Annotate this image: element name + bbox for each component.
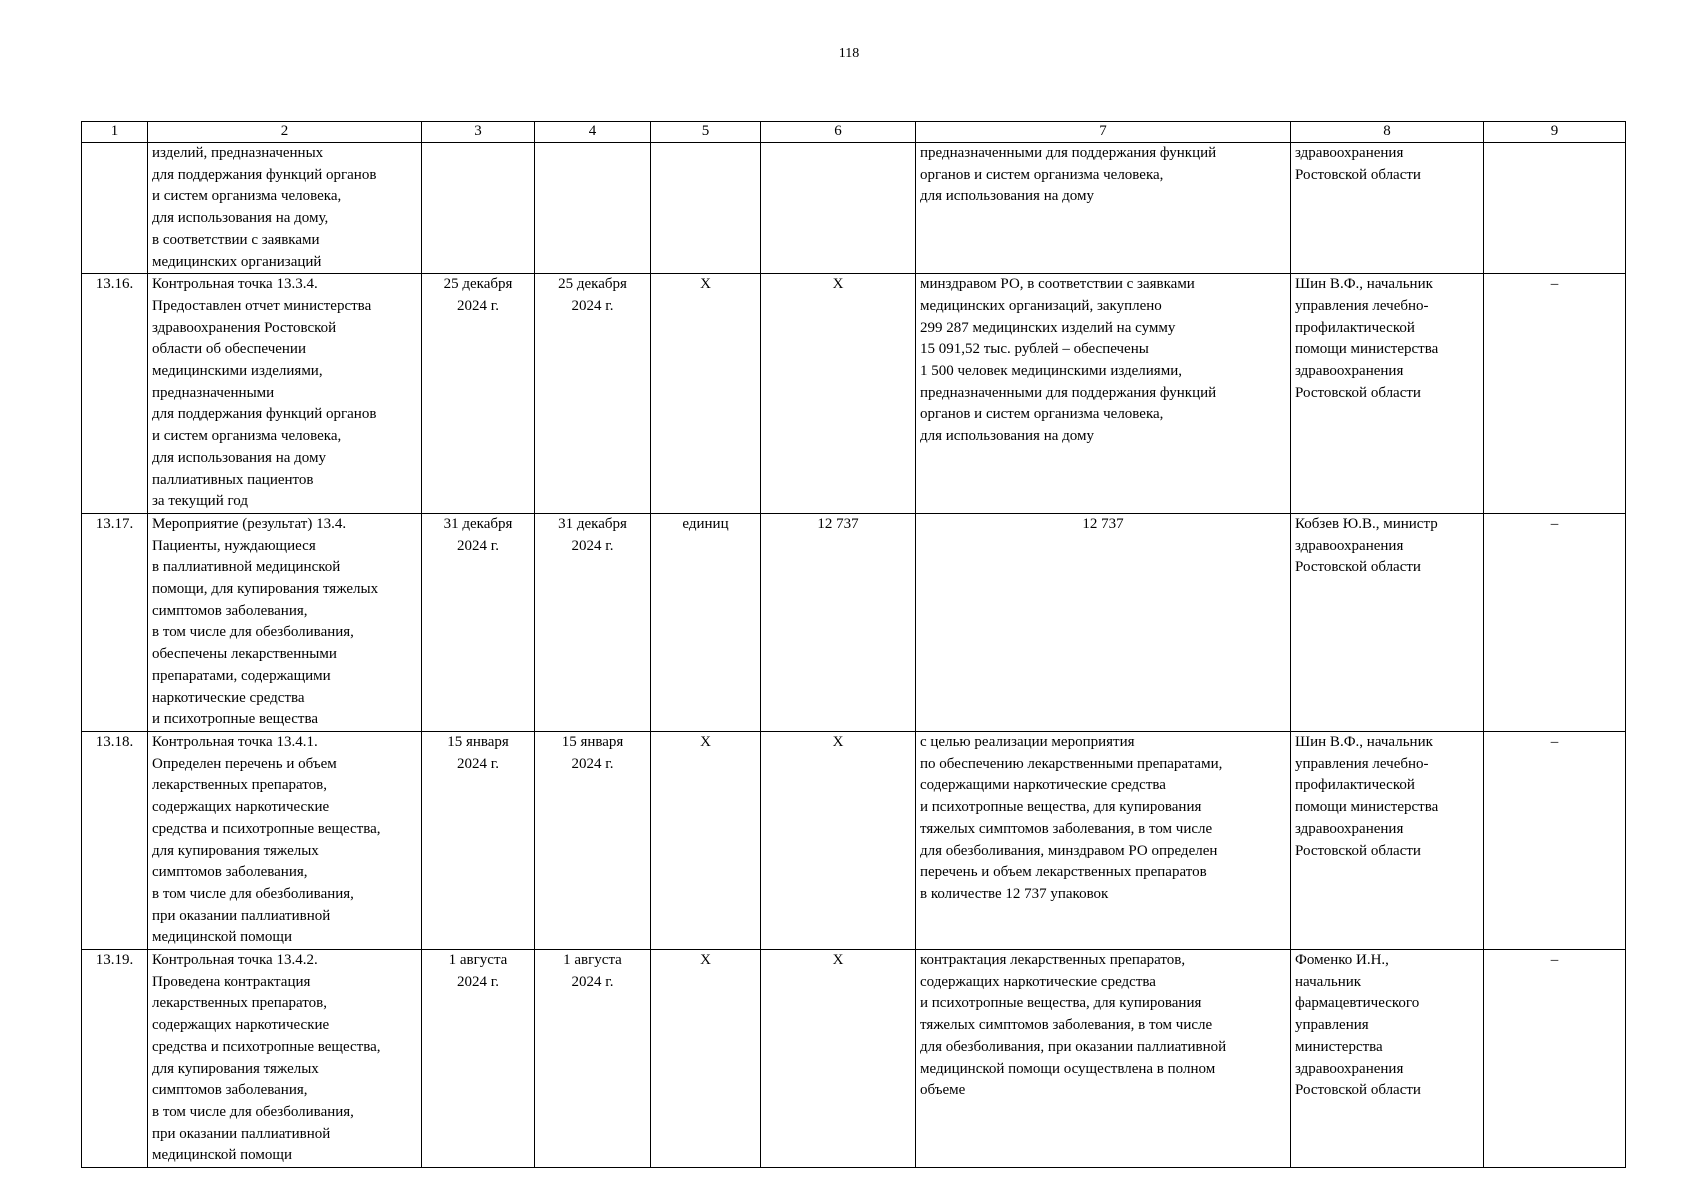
row-responsible: Шин В.Ф., начальник управления лечебно- профилактической помощи министерства здравоохранения Ростовской области [1291,731,1484,949]
row-description: Контрольная точка 13.3.4. Предоставлен отчет министерства здравоохранения Ростовской области об обеспечении медицинскими изделиями, предназначенными для поддержания функций органов и систем организма человека, для использования на дому паллиативных пациентов за текущий год [148,274,422,514]
row-result: контрактация лекарственных препаратов, содержащих наркотические средства и психотропные вещества, для купирования тяжелых симптомов заболевания, в том числе для обезболивания, при оказании паллиативной медицинской помощи осуществлена в полном объеме [916,950,1291,1168]
row-result: 12 737 [916,513,1291,731]
row-plan-value: Х [761,731,916,949]
table-row [82,950,1626,1168]
row-date-plan: 1 августа 2024 г. [422,950,535,1168]
row-note: – [1484,731,1626,949]
row-description: Мероприятие (результат) 13.4. Пациенты, нуждающиеся в паллиативной медицинской помощи, для купирования тяжелых симптомов заболевания, в том числе для обезболивания, обеспечены лекарственными препаратами, содержащими наркотические средства и психотропные вещества [148,513,422,731]
column-number: 9 [1484,122,1626,143]
table-row [82,143,1626,274]
row-number: 13.17. [82,513,148,731]
row-date-plan: 15 января 2024 г. [422,731,535,949]
row-number [82,143,148,274]
row-date-plan [422,143,535,274]
row-note [1484,143,1626,274]
row-note: – [1484,513,1626,731]
row-unit: Х [651,274,761,514]
row-plan-value: Х [761,950,916,1168]
row-plan-value [761,143,916,274]
column-number: 7 [916,122,1291,143]
row-unit: Х [651,950,761,1168]
row-description: Контрольная точка 13.4.2. Проведена контрактация лекарственных препаратов, содержащих наркотические средства и психотропные вещества, для купирования тяжелых симптомов заболевания, в том числе для обезболивания, при оказании паллиативной медицинской помощи [148,950,422,1168]
row-note: – [1484,274,1626,514]
row-responsible: здравоохранения Ростовской области [1291,143,1484,274]
row-date-plan: 31 декабря 2024 г. [422,513,535,731]
column-number: 2 [148,122,422,143]
row-date-fact [535,143,651,274]
column-number: 1 [82,122,148,143]
table-row [82,513,1626,731]
report-table [81,121,1626,1168]
row-description: изделий, предназначенных для поддержания функций органов и систем организма человека, для использования на дому, в соответствии с заявками медицинских организаций [148,143,422,274]
row-result: предназначенными для поддержания функций органов и систем организма человека, для использования на дому [916,143,1291,274]
row-unit: Х [651,731,761,949]
row-responsible: Кобзев Ю.В., министр здравоохранения Ростовской области [1291,513,1484,731]
row-result: минздравом РО, в соответствии с заявками медицинских организаций, закуплено 299 287 медицинских изделий на сумму 15 091,52 тыс. рублей – обеспечены 1 500 человек медицинскими изделиями, предназначенными для поддержания функций органов и систем организма человека, для использования на дому [916,274,1291,514]
column-number-row [82,122,1626,143]
row-responsible: Фоменко И.Н., начальник фармацевтического управления министерства здравоохранения Ростовской области [1291,950,1484,1168]
row-plan-value: Х [761,274,916,514]
row-unit: единиц [651,513,761,731]
table-row [82,274,1626,514]
column-number: 6 [761,122,916,143]
column-number: 5 [651,122,761,143]
column-number: 3 [422,122,535,143]
column-number: 8 [1291,122,1484,143]
row-date-fact: 31 декабря 2024 г. [535,513,651,731]
row-description: Контрольная точка 13.4.1. Определен перечень и объем лекарственных препаратов, содержащих наркотические средства и психотропные вещества, для купирования тяжелых симптомов заболевания, в том числе для обезболивания, при оказании паллиативной медицинской помощи [148,731,422,949]
table-row [82,731,1626,949]
row-date-plan: 25 декабря 2024 г. [422,274,535,514]
row-date-fact: 1 августа 2024 г. [535,950,651,1168]
row-date-fact: 25 декабря 2024 г. [535,274,651,514]
row-number: 13.16. [82,274,148,514]
row-result: с целью реализации мероприятия по обеспечению лекарственными препаратами, содержащими наркотические средства и психотропные вещества, для купирования тяжелых симптомов заболевания, в том числе для обезболивания, минздравом РО определен перечень и объем лекарственных препаратов в количестве 12 737 упаковок [916,731,1291,949]
row-responsible: Шин В.Ф., начальник управления лечебно- профилактической помощи министерства здравоохранения Ростовской области [1291,274,1484,514]
row-plan-value: 12 737 [761,513,916,731]
page-number: 118 [838,46,860,61]
row-note: – [1484,950,1626,1168]
row-date-fact: 15 января 2024 г. [535,731,651,949]
row-unit [651,143,761,274]
row-number: 13.18. [82,731,148,949]
column-number: 4 [535,122,651,143]
row-number: 13.19. [82,950,148,1168]
